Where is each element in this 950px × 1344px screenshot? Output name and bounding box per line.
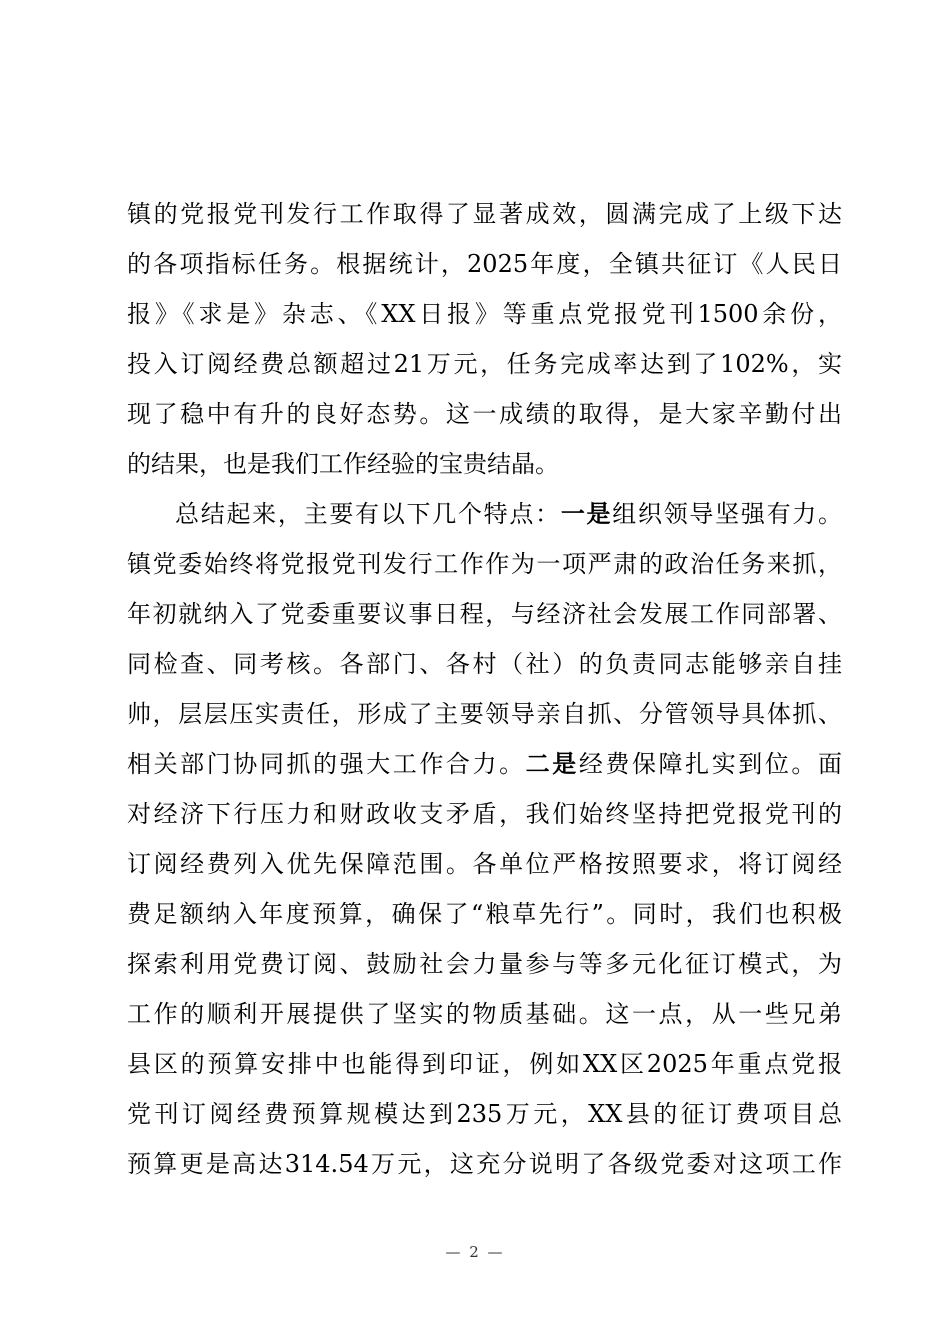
text-line: 镇的党报党刊发行工作取得了显著成效，圆满完成了上级下达: [127, 200, 842, 228]
text-span: 组织领导坚强有力。: [612, 500, 843, 528]
text-line: 县区的预算安排中也能得到印证，例如XX区2025年重点党报: [127, 1050, 842, 1078]
text-span: 相关部门协同抓的强大工作合力。: [127, 750, 526, 778]
text-line: 探索利用党费订阅、鼓励社会力量参与等多元化征订模式，为: [127, 950, 842, 978]
text-line: 镇党委始终将党报党刊发行工作作为一项严肃的政治任务来抓，: [127, 550, 842, 578]
text-line: 党刊订阅经费预算规模达到235万元，XX县的征订费项目总: [127, 1100, 842, 1128]
text-line: 对经济下行压力和财政收支矛盾，我们始终坚持把党报党刊的: [127, 800, 842, 828]
document-body: [127, 189, 842, 1189]
text-span: 经费保障扎实到位。面: [578, 750, 843, 778]
text-line: [127, 739, 842, 789]
text-line: 年初就纳入了党委重要议事日程，与经济社会发展工作同部署、: [127, 600, 842, 628]
paragraph-start-line: [127, 489, 842, 539]
bold-keyword: 一是: [560, 499, 613, 528]
text-line: 现了稳中有升的良好态势。这一成绩的取得，是大家辛勤付出: [127, 400, 842, 428]
text-span: 总结起来，主要有以下几个特点：: [175, 500, 561, 528]
text-line: 工作的顺利开展提供了坚实的物质基础。这一点，从一些兄弟: [127, 1000, 842, 1028]
text-line: 同检查、同考核。各部门、各村（社）的负责同志能够亲自挂: [127, 650, 842, 678]
text-line: 报》《求是》杂志、《XX日报》等重点党报党刊1500余份，: [127, 300, 842, 328]
bold-keyword: 二是: [525, 749, 579, 778]
text-line: 的各项指标任务。根据统计，2025年度，全镇共征订《人民日: [127, 250, 842, 278]
text-line: 预算更是高达314.54万元，这充分说明了各级党委对这项工作: [127, 1150, 842, 1178]
text-line: 的结果，也是我们工作经验的宝贵结晶。: [127, 450, 559, 478]
text-line: 费足额纳入年度预算，确保了“粮草先行”。同时，我们也积极: [127, 900, 842, 928]
text-line: 订阅经费列入优先保障范围。各单位严格按照要求，将订阅经: [127, 850, 842, 878]
text-line: 投入订阅经费总额超过21万元，任务完成率达到了102%，实: [127, 350, 842, 378]
text-line: 帅，层层压实责任，形成了主要领导亲自抓、分管领导具体抓、: [127, 700, 842, 728]
page-number: — 2 —: [445, 1243, 505, 1261]
